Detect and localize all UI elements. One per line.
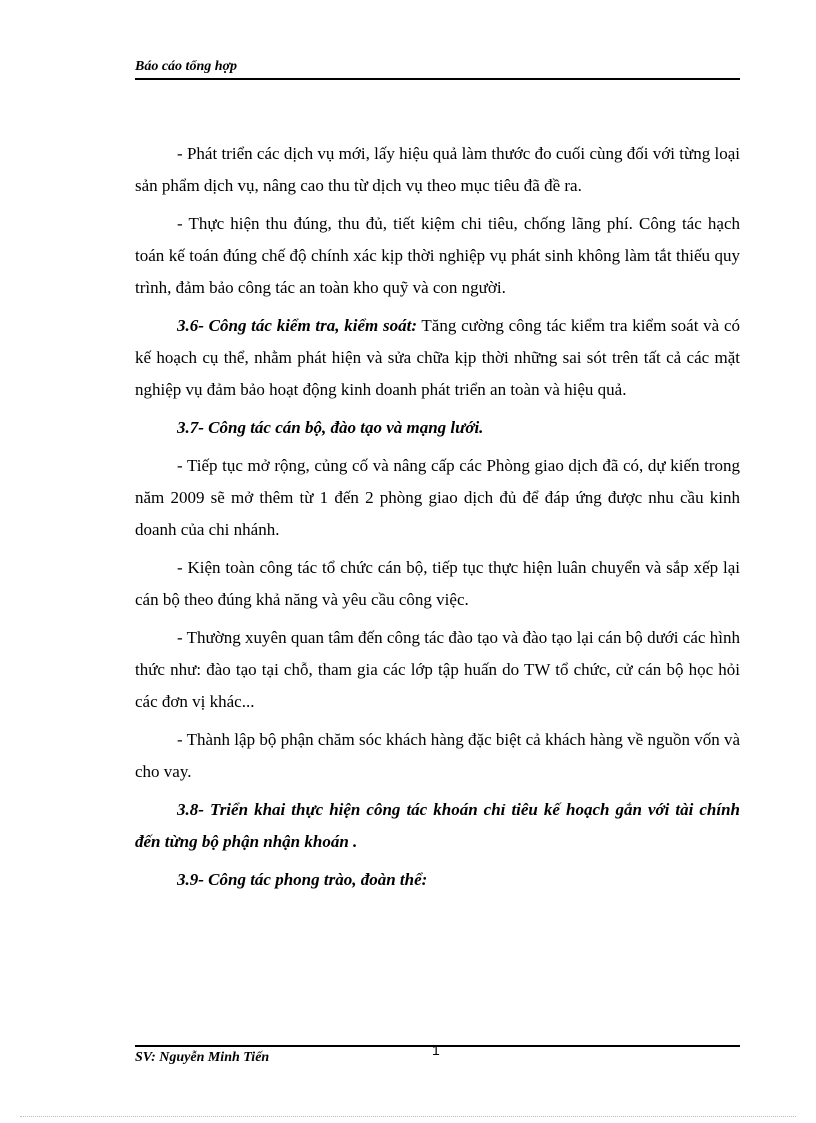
paragraph-training [135,622,740,718]
paragraph-text: - Thành lập bộ phận chăm sóc khách hàng đặc biệt cả khách hàng về nguồn vốn và cho vay. [135,730,740,781]
section-3-8 [135,794,740,858]
paragraph-text: - Kiện toàn công tác tổ chức cán bộ, tiếp tục thực hiện luân chuyển và sắp xếp lại cán bộ theo đúng khả năng và yêu cầu công việc. [135,558,740,609]
footer-author: SV: Nguyễn Minh Tiến [135,1050,270,1065]
paragraph-services [135,138,740,202]
paragraph-network [135,450,740,546]
section-heading: 3.7- Công tác cán bộ, đào tạo và mạng lưới. [177,418,484,437]
paragraph-text: - Thường xuyên quan tâm đến công tác đào tạo và đào tạo lại cán bộ dưới các hình thức như: đào tạo tại chỗ, tham gia các lớp tập huấn do TW tổ chức, cử cán bộ học hỏi các đơn vị khác... [135,628,740,711]
paragraph-text: - Thực hiện thu đúng, thu đủ, tiết kiệm chi tiêu, chống lãng phí. Công tác hạch toán kế toán đúng chế độ chính xác kịp thời nghiệp vụ phát sinh không làm tắt thiếu quy trình, đảm bảo công tác an toàn kho quỹ và con người. [135,214,740,297]
body-content [135,138,740,902]
paragraph-customer-care [135,724,740,788]
paragraph-accounting [135,208,740,304]
paragraph-text: Tăng cường công tác kiểm tra kiểm soát và có kế hoạch cụ thể, nhằm phát hiện và sửa chữa kịp thời những sai sót trên tất cả các mặt nghiệp vụ đảm bảo hoạt động kinh doanh phát triển an toàn và hiệu quả. [135,316,740,399]
section-heading: 3.8- Triển khai thực hiện công tác khoán chỉ tiêu kế hoạch gắn với tài chính đến từng bộ phận nhận khoán . [135,800,740,851]
page-number: 1 [432,1042,440,1058]
section-heading: 3.9- Công tác phong trào, đoàn thể: [177,870,428,889]
paragraph-staffing [135,552,740,616]
section-3-7 [135,412,740,444]
paragraph-text: - Phát triển các dịch vụ mới, lấy hiệu quả làm thước đo cuối cùng đối với từng loại sản phẩm dịch vụ, nâng cao thu từ dịch vụ theo mục tiêu đã đề ra. [135,144,740,195]
page-header [135,56,740,80]
paragraph-text: - Tiếp tục mở rộng, củng cố và nâng cấp các Phòng giao dịch đã có, dự kiến trong năm 2009 sẽ mở thêm từ 1 đến 2 phòng giao dịch đủ để đáp ứng được nhu cầu kinh doanh của chi nhánh. [135,456,740,539]
page-bottom-dotted-rule [20,1116,796,1117]
section-3-6 [135,310,740,406]
section-3-9 [135,864,740,896]
header-title: Báo cáo tổng hợp [135,59,238,74]
section-heading: 3.6- Công tác kiểm tra, kiểm soát: [177,316,417,335]
